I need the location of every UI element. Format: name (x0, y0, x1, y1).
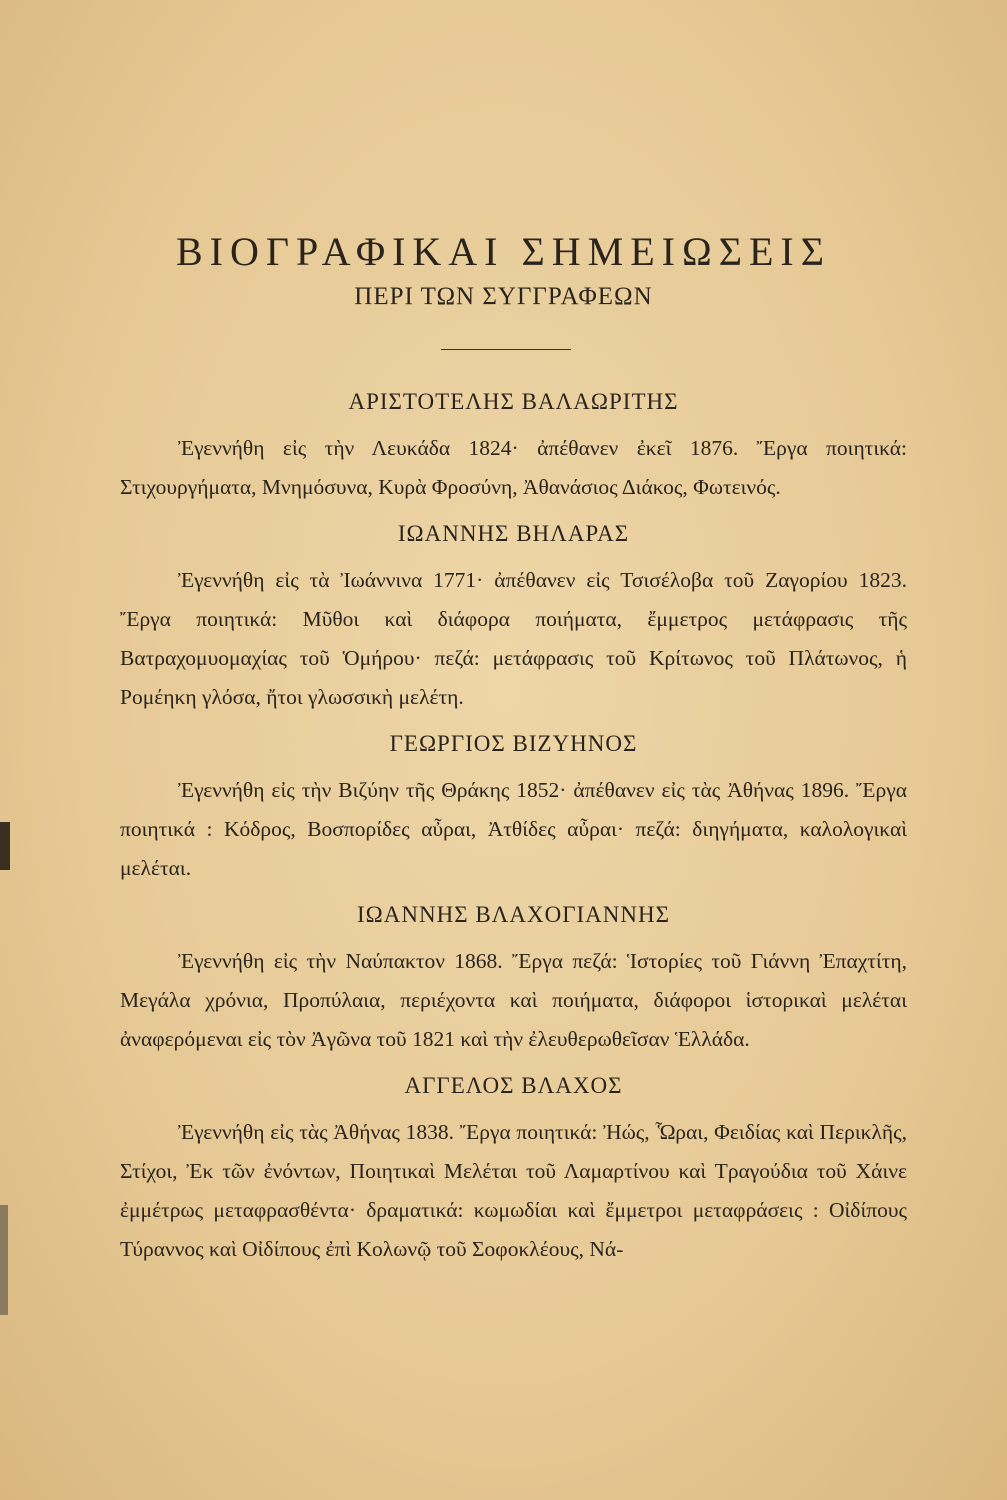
page-edge-mark (0, 822, 10, 870)
page-subtitle: ΠΕΡΙ ΤΩΝ ΣΥΓΓΡΑΦΕΩΝ (354, 283, 653, 310)
entry-text: Ἐγεννήθη εἰς τὴν Βιζύην τῆς Θράκης 1852· ἀπέθανεν εἰς τὰς Ἀθήνας 1896. Ἔργα ποιητικά : Κόδρος, Βοσπορίδες αὖραι, Ἀτθίδες αὖραι· πεζά: διηγήματα, καλολογικαὶ μελέται. (120, 778, 907, 880)
entry-text: Ἐγεννήθη εἰς τὴν Λευκάδα 1824· ἀπέθανεν ἐκεῖ 1876. Ἔργα ποιητικά: Στιχουργήματα, Μνημόσυνα, Κυρὰ Φροσύνη, Ἀθανάσιος Διάκος, Φωτεινός. (120, 436, 907, 499)
entry-text: Ἐγεννήθη εἰς τὴν Ναύπακτον 1868. Ἔργα πεζά: Ἱστορίες τοῦ Γιάννη Ἐπαχτίτη, Μεγάλα χρόνια, Προπύλαια, περιέχοντα καὶ ποιήματα, διάφοροι ἱστορικαὶ μελέται ἀναφερόμεναι εἰς τὸν Ἀγῶνα τοῦ 1821 καὶ τὴν ἐλευθερωθεῖσαν Ἑλλάδα. (120, 949, 907, 1051)
entry-text: Ἐγεννήθη εἰς τὰ Ἰωάννινα 1771· ἀπέθανεν εἰς Τσισέλοβα τοῦ Ζαγορίου 1823. Ἔργα ποιητικά: Μῦθοι καὶ διάφορα ποιήματα, ἔμμετρος μετάφρασις τῆς Βατραχομυομαχίας τοῦ Ὁμήρου· πεζά: μετάφρασις τοῦ Κρίτωνος τοῦ Πλάτωνος, ἡ Ρομέηκη γλόσα, ἤτοι γλωσσικὴ μελέτη. (120, 568, 907, 709)
biography-entry (120, 517, 907, 717)
entry-name: ΙΩΑΝΝΗΣ ΒΛΑΧΟΓΙΑΝΝΗΣ (357, 902, 670, 927)
page-title: ΒΙΟΓΡΑΦΙΚΑΙ ΣΗΜΕΙΩΣΕΙΣ (175, 229, 832, 274)
biography-entry (120, 898, 907, 1059)
biography-entry (120, 727, 907, 888)
entry-name: ΑΓΓΕΛΟΣ ΒΛΑΧΟΣ (404, 1073, 623, 1098)
biography-entry (120, 1069, 907, 1269)
entry-name: ΙΩΑΝΝΗΣ ΒΗΛΑΡΑΣ (397, 521, 630, 546)
entry-name: ΑΡΙΣΤΟΤΕΛΗΣ ΒΑΛΑΩΡΙΤΗΣ (348, 389, 679, 414)
entry-name: ΓΕΩΡΓΙΟΣ ΒΙΖΥΗΝΟΣ (389, 731, 638, 756)
entry-text: Ἐγεννήθη εἰς τὰς Ἀθήνας 1838. Ἔργα ποιητικά: Ἠώς, Ὧραι, Φειδίας καὶ Περικλῆς, Στίχοι, Ἐκ τῶν ἐνόντων, Ποιητικαὶ Μελέται τοῦ Λαμαρτίνου καὶ Τραγούδια τοῦ Χάινε ἐμμέτρως μεταφρασθέντα· δραματικά: κωμωδίαι καὶ ἔμμετροι μεταφράσεις : Οἰδίπους Τύραννος καὶ Οἰδίπους ἐπὶ Κολωνῷ τοῦ Σοφοκλέους, Νά- (120, 1120, 907, 1261)
title-divider (441, 349, 571, 350)
page-edge-mark (0, 1205, 8, 1315)
biography-entry (120, 385, 907, 507)
biography-list (120, 385, 907, 1279)
